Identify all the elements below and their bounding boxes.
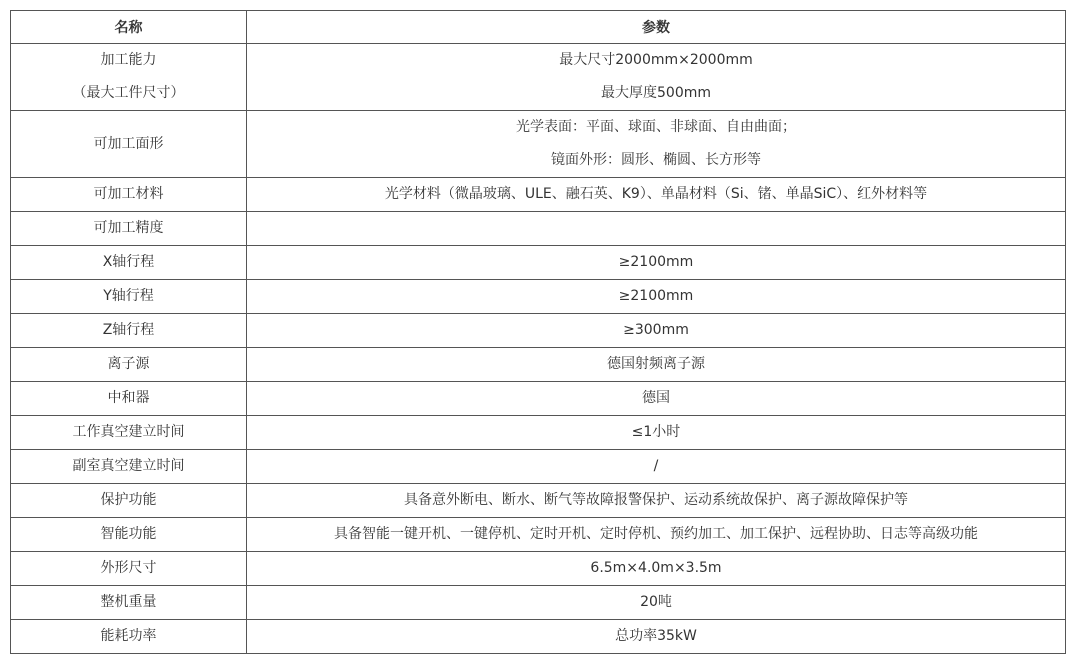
spec-value-text: 具备智能一键开机、一键停机、定时开机、定时停机、预约加工、加工保护、远程协助、日志等高级功能 xyxy=(334,526,978,542)
table-row xyxy=(11,246,1066,280)
table-row xyxy=(11,484,1066,518)
spec-name-cell xyxy=(11,586,247,620)
table-row xyxy=(11,586,1066,620)
spec-name-text: 智能功能 xyxy=(100,526,157,542)
table-row xyxy=(11,620,1066,654)
spec-name-text: X轴行程 xyxy=(102,254,155,270)
spec-name-cell xyxy=(11,246,247,280)
spec-name-cell xyxy=(11,552,247,586)
table-header-row xyxy=(11,11,1066,44)
table-row xyxy=(11,416,1066,450)
spec-table xyxy=(10,10,1066,654)
spec-name-cell xyxy=(11,416,247,450)
spec-name-cell xyxy=(11,178,247,212)
spec-name-cell xyxy=(11,280,247,314)
spec-value-text: ≥2100mm xyxy=(618,254,694,270)
spec-name-cell xyxy=(11,212,247,246)
spec-name-text: 保护功能 xyxy=(100,492,157,508)
spec-name-cell xyxy=(11,314,247,348)
spec-value-text: / xyxy=(653,458,659,474)
spec-value-cell xyxy=(247,586,1066,620)
spec-value-cell xyxy=(247,416,1066,450)
spec-name-cell xyxy=(11,111,247,178)
spec-value-cell xyxy=(247,246,1066,280)
spec-value-text: 德国射频离子源 xyxy=(607,356,705,372)
spec-name-text: 工作真空建立时间 xyxy=(72,424,185,440)
table-row xyxy=(11,382,1066,416)
spec-value-cell xyxy=(247,111,1066,178)
table-row xyxy=(11,178,1066,212)
spec-name-text: 整机重量 xyxy=(100,594,157,610)
spec-value-text: 20吨 xyxy=(640,594,672,610)
spec-value-text: ≥300mm xyxy=(623,322,689,338)
spec-value-cell xyxy=(247,178,1066,212)
spec-value-cell xyxy=(247,314,1066,348)
table-body xyxy=(11,44,1066,654)
spec-value-text: ≥2100mm xyxy=(618,288,694,304)
spec-value-text: 德国 xyxy=(642,390,670,406)
table-row xyxy=(11,111,1066,178)
spec-value-text: 总功率35kW xyxy=(615,628,697,644)
spec-value-cell xyxy=(247,382,1066,416)
spec-name-text: 能耗功率 xyxy=(100,628,157,644)
spec-value-text: 光学表面：平面、球面、非球面、自由曲面； xyxy=(516,119,796,135)
table-row xyxy=(11,348,1066,382)
spec-name-text: 离子源 xyxy=(107,356,150,372)
spec-value-text: 光学材料（微晶玻璃、ULE、融石英、K9）、单晶材料（Si、锗、单晶SiC）、红外材料等 xyxy=(384,186,928,202)
spec-name-cell xyxy=(11,484,247,518)
spec-name-cell xyxy=(11,620,247,654)
spec-name-text: （最大工件尺寸） xyxy=(72,85,185,101)
spec-name-cell xyxy=(11,348,247,382)
table-row xyxy=(11,518,1066,552)
table-row xyxy=(11,552,1066,586)
spec-value-cell xyxy=(247,484,1066,518)
spec-name-text: Z轴行程 xyxy=(102,322,155,338)
header-name: 名称 xyxy=(11,11,247,44)
table-row xyxy=(11,44,1066,111)
table-row xyxy=(11,450,1066,484)
spec-name-text: 加工能力 xyxy=(100,52,157,68)
spec-value-text: 最大厚度500mm xyxy=(601,85,711,101)
spec-name-cell xyxy=(11,518,247,552)
spec-value-cell xyxy=(247,212,1066,246)
spec-name-cell xyxy=(11,450,247,484)
spec-name-text: 可加工面形 xyxy=(93,135,164,152)
spec-name-text: 外形尺寸 xyxy=(100,560,157,576)
spec-value-cell xyxy=(247,552,1066,586)
spec-name-text: 中和器 xyxy=(107,390,150,406)
spec-value-cell xyxy=(247,518,1066,552)
spec-value-text: 镜面外形：圆形、椭圆、长方形等 xyxy=(551,152,761,168)
spec-value-cell xyxy=(247,44,1066,111)
spec-name-cell xyxy=(11,44,247,111)
spec-value-text: 6.5m×4.0m×3.5m xyxy=(590,560,722,576)
spec-value-text: 最大尺寸2000mm×2000mm xyxy=(559,52,753,68)
spec-value-cell xyxy=(247,620,1066,654)
spec-name-text: 可加工精度 xyxy=(93,220,164,236)
spec-value-text: 具备意外断电、断水、断气等故障报警保护、运动系统故保护、离子源故障保护等 xyxy=(404,492,908,508)
spec-value-cell xyxy=(247,348,1066,382)
spec-name-cell xyxy=(11,382,247,416)
spec-name-text: 可加工材料 xyxy=(93,186,164,202)
header-param: 参数 xyxy=(247,11,1066,44)
spec-value-cell xyxy=(247,280,1066,314)
spec-value-text: ≤1小时 xyxy=(631,424,681,440)
spec-value-cell xyxy=(247,450,1066,484)
spec-name-text: Y轴行程 xyxy=(103,288,154,304)
table-row xyxy=(11,212,1066,246)
spec-name-text: 副室真空建立时间 xyxy=(72,458,185,474)
table-row xyxy=(11,314,1066,348)
table-row xyxy=(11,280,1066,314)
